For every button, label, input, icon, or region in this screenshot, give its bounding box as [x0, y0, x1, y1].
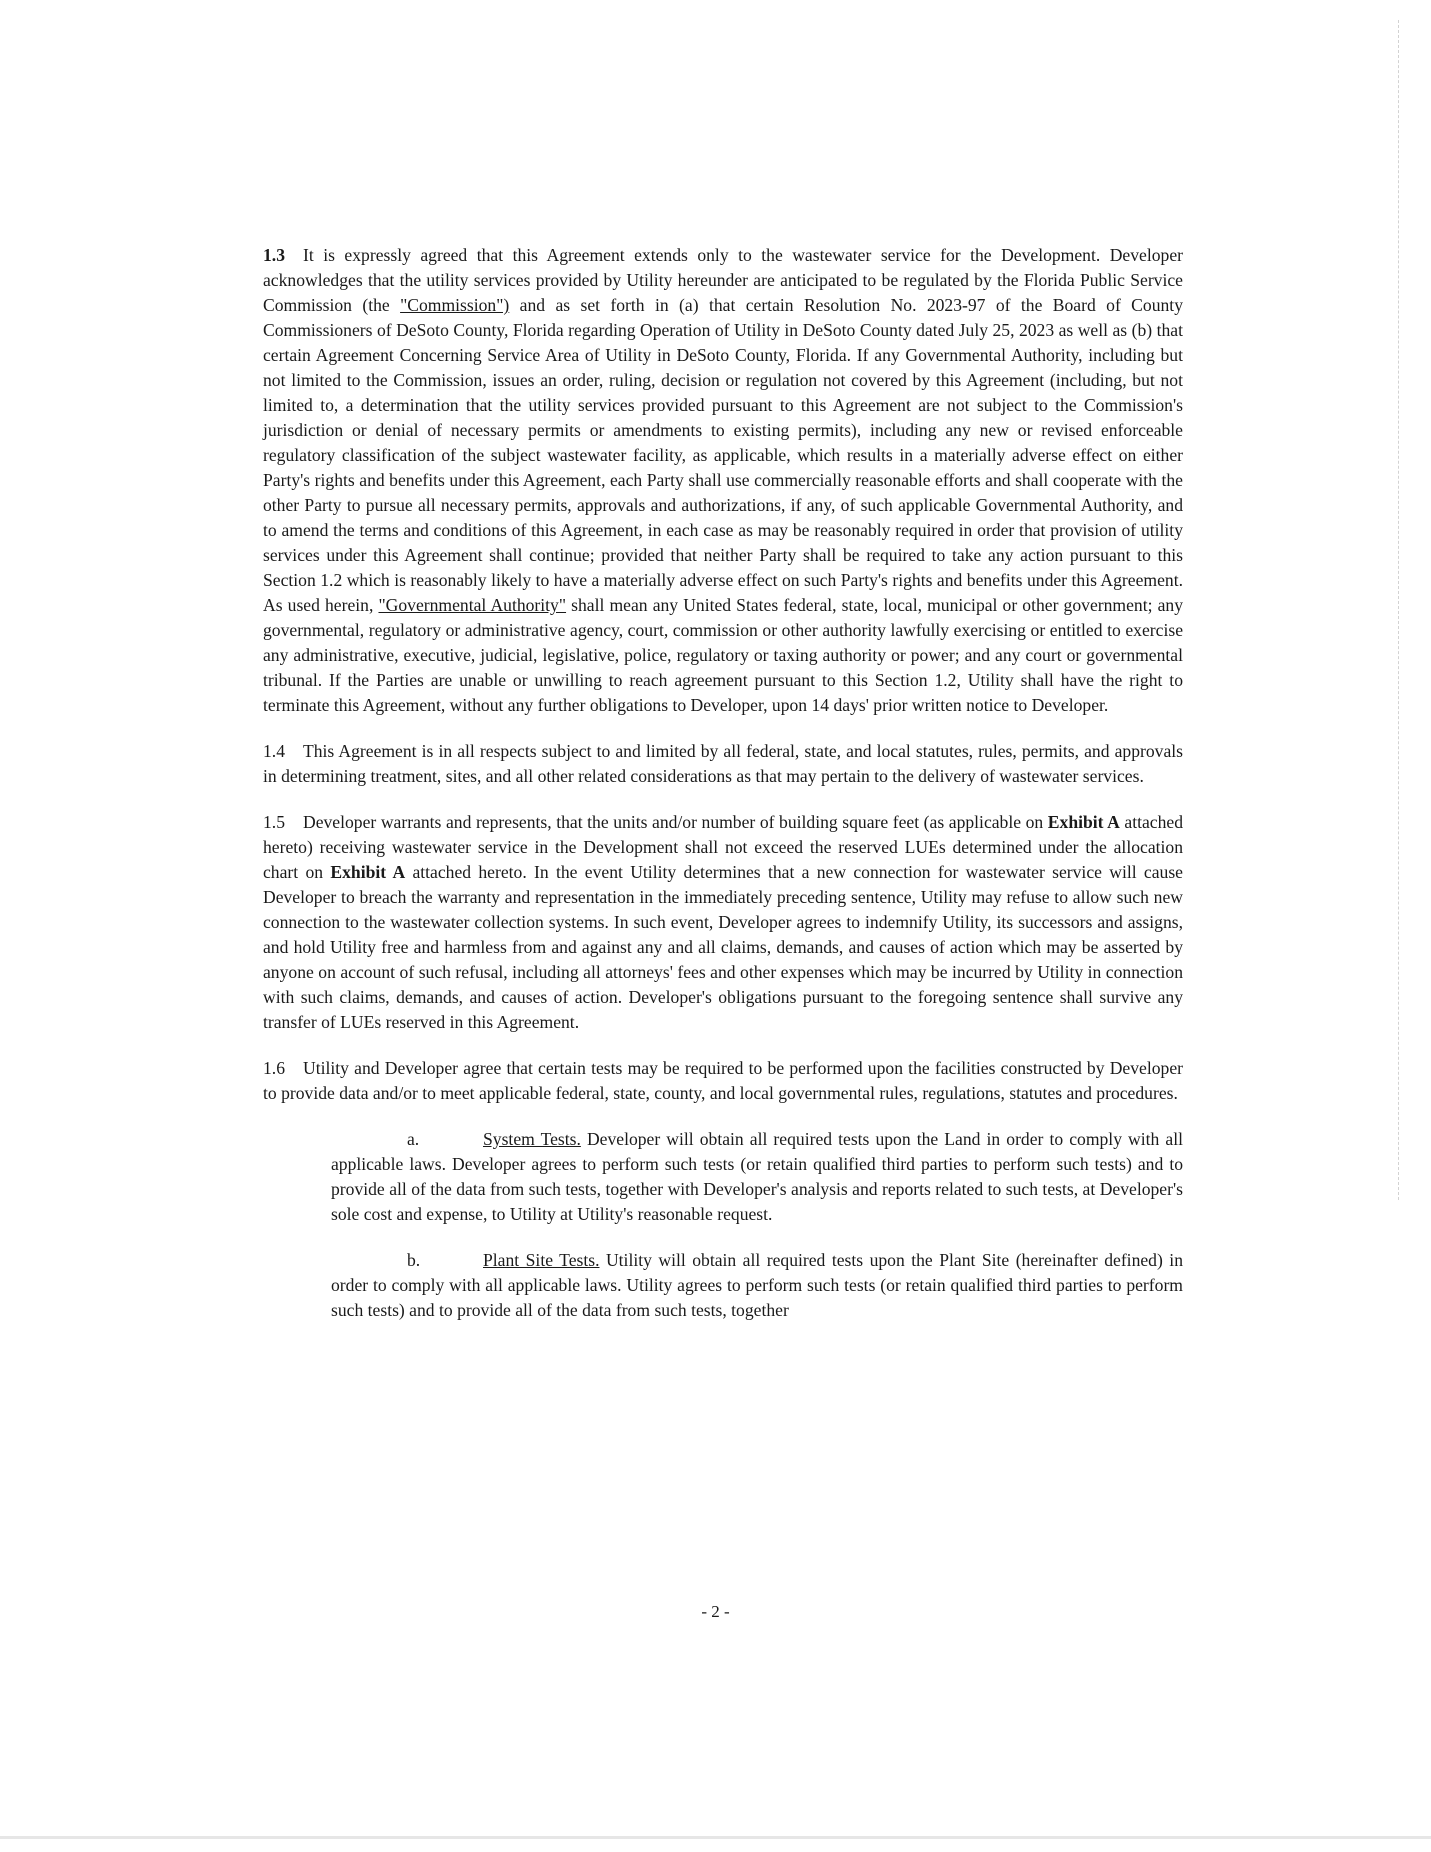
scan-edge-right	[1398, 20, 1399, 1200]
section-1-3	[263, 243, 1183, 718]
section-text: This Agreement is in all respects subject to and limited by all federal, state, and local statutes, rules, permits, and approvals in determining treatment, sites, and all other related considerations as that may pertain to the delivery of wastewater services.	[263, 741, 1183, 786]
section-text: shall mean any United States federal, state, local, municipal or other government; any governmental, regulatory or administrative agency, court, commission or other authority lawfully exercising or entitled to exercise any administrative, executive, judicial, legislative, police, regulatory or taxing authority or power; and any court or governmental tribunal. If the Parties are unable or unwilling to reach agreement pursuant to this Section 1.2, Utility shall have the right to terminate this Agreement, without any further obligations to Developer, upon 14 days' prior written notice to Developer.	[263, 595, 1183, 715]
section-1-6	[263, 1056, 1183, 1106]
section-text: attached hereto) receiving wastewater service in the Development shall not exceed the reserved LUEs determined under the allocation chart on	[263, 812, 1183, 882]
exhibit-reference: Exhibit A	[330, 862, 406, 882]
section-text: and as set forth in (a) that certain Resolution No. 2023-97 of the Board of County Commissioners of DeSoto County, Florida regarding Operation of Utility in DeSoto County dated July 25, 2023 as well as (b) that certain Agreement Concerning Service Area of Utility in DeSoto County, Florida. If any Governmental Authority, including but not limited to the Commission, issues an order, ruling, decision or regulation not covered by this Agreement (including, but not limited to, a determination that the utility services provided pursuant to this Agreement are not subject to the Commission's jurisdiction or denial of necessary permits or amendments to existing permits), including any new or revised enforceable regulatory classification of the subject wastewater facility, as applicable, which results in a materially adverse effect on either Party's rights and benefits under this Agreement, each Party shall use commercially reasonable efforts and shall cooperate with the other Party to pursue all necessary permits, approvals and authorizations, if any, of such applicable Governmental Authority, and to amend the terms and conditions of this Agreement, in each case as may be reasonably required in order that provision of utility services under this Agreement shall continue; provided that neither Party shall be required to take any action pursuant to this Section 1.2 which is reasonably likely to have a materially adverse effect on such Party's rights and benefits under this Agreement. As used herein,	[263, 295, 1183, 615]
defined-term-governmental-authority: "Governmental Authority"	[378, 595, 567, 615]
exhibit-reference: Exhibit A	[1047, 812, 1120, 832]
subsection-letter: b.	[407, 1250, 421, 1270]
section-text: It is expressly agreed that this Agreement extends only to the wastewater service for the Development. Developer acknowledges that the utility services provided by Utility hereunder are anticipated to be regulated by the Florida Public Service Commission (the	[263, 245, 1183, 315]
section-number: 1.5	[263, 812, 285, 832]
section-1-5	[263, 810, 1183, 1035]
document-body	[263, 243, 1183, 1344]
section-text: Developer warrants and represents, that the units and/or number of building square feet (as applicable on	[303, 812, 1048, 832]
section-number: 1.3	[263, 245, 285, 265]
subsection-b	[263, 1248, 1183, 1323]
subsection-heading: System Tests.	[483, 1129, 581, 1149]
section-text: attached hereto. In the event Utility determines that a new connection for wastewater service will cause Developer to breach the warranty and representation in the immediately preceding sentence, Utility may refuse to allow such new connection to the wastewater collection systems. In such event, Developer agrees to indemnify Utility, its successors and assigns, and hold Utility free and harmless from and against any and all claims, demands, and causes of action which may be asserted by anyone on account of such refusal, including all attorneys' fees and other expenses which may be incurred by Utility in connection with such claims, demands, and causes of action. Developer's obligations pursuant to the foregoing sentence shall survive any transfer of LUEs reserved in this Agreement.	[263, 862, 1183, 1032]
section-1-4	[263, 739, 1183, 789]
defined-term-commission: "Commission")	[400, 295, 510, 315]
subsection-heading: Plant Site Tests.	[483, 1250, 600, 1270]
subsection-text: Developer will obtain all required tests upon the Land in order to comply with all applicable laws. Developer agrees to perform such tests (or retain qualified third parties to perform such tests) and to provide all of the data from such tests, together with Developer's analysis and reports related to such tests, at Developer's sole cost and expense, to Utility at Utility's reasonable request.	[331, 1129, 1183, 1224]
subsection-text: Utility will obtain all required tests upon the Plant Site (hereinafter defined) in order to comply with all applicable laws. Utility agrees to perform such tests (or retain qualified third parties to perform such tests) and to provide all of the data from such tests, together	[331, 1250, 1183, 1320]
subsection-letter: a.	[407, 1129, 420, 1149]
section-number: 1.4	[263, 741, 285, 761]
section-number: 1.6	[263, 1058, 285, 1078]
subsection-a	[263, 1127, 1183, 1227]
page-number: - 2 -	[701, 1602, 730, 1621]
scan-edge-bottom	[0, 1836, 1431, 1839]
section-text: Utility and Developer agree that certain tests may be required to be performed upon the facilities constructed by Developer to provide data and/or to meet applicable federal, state, county, and local governmental rules, regulations, statutes and procedures.	[263, 1058, 1183, 1103]
